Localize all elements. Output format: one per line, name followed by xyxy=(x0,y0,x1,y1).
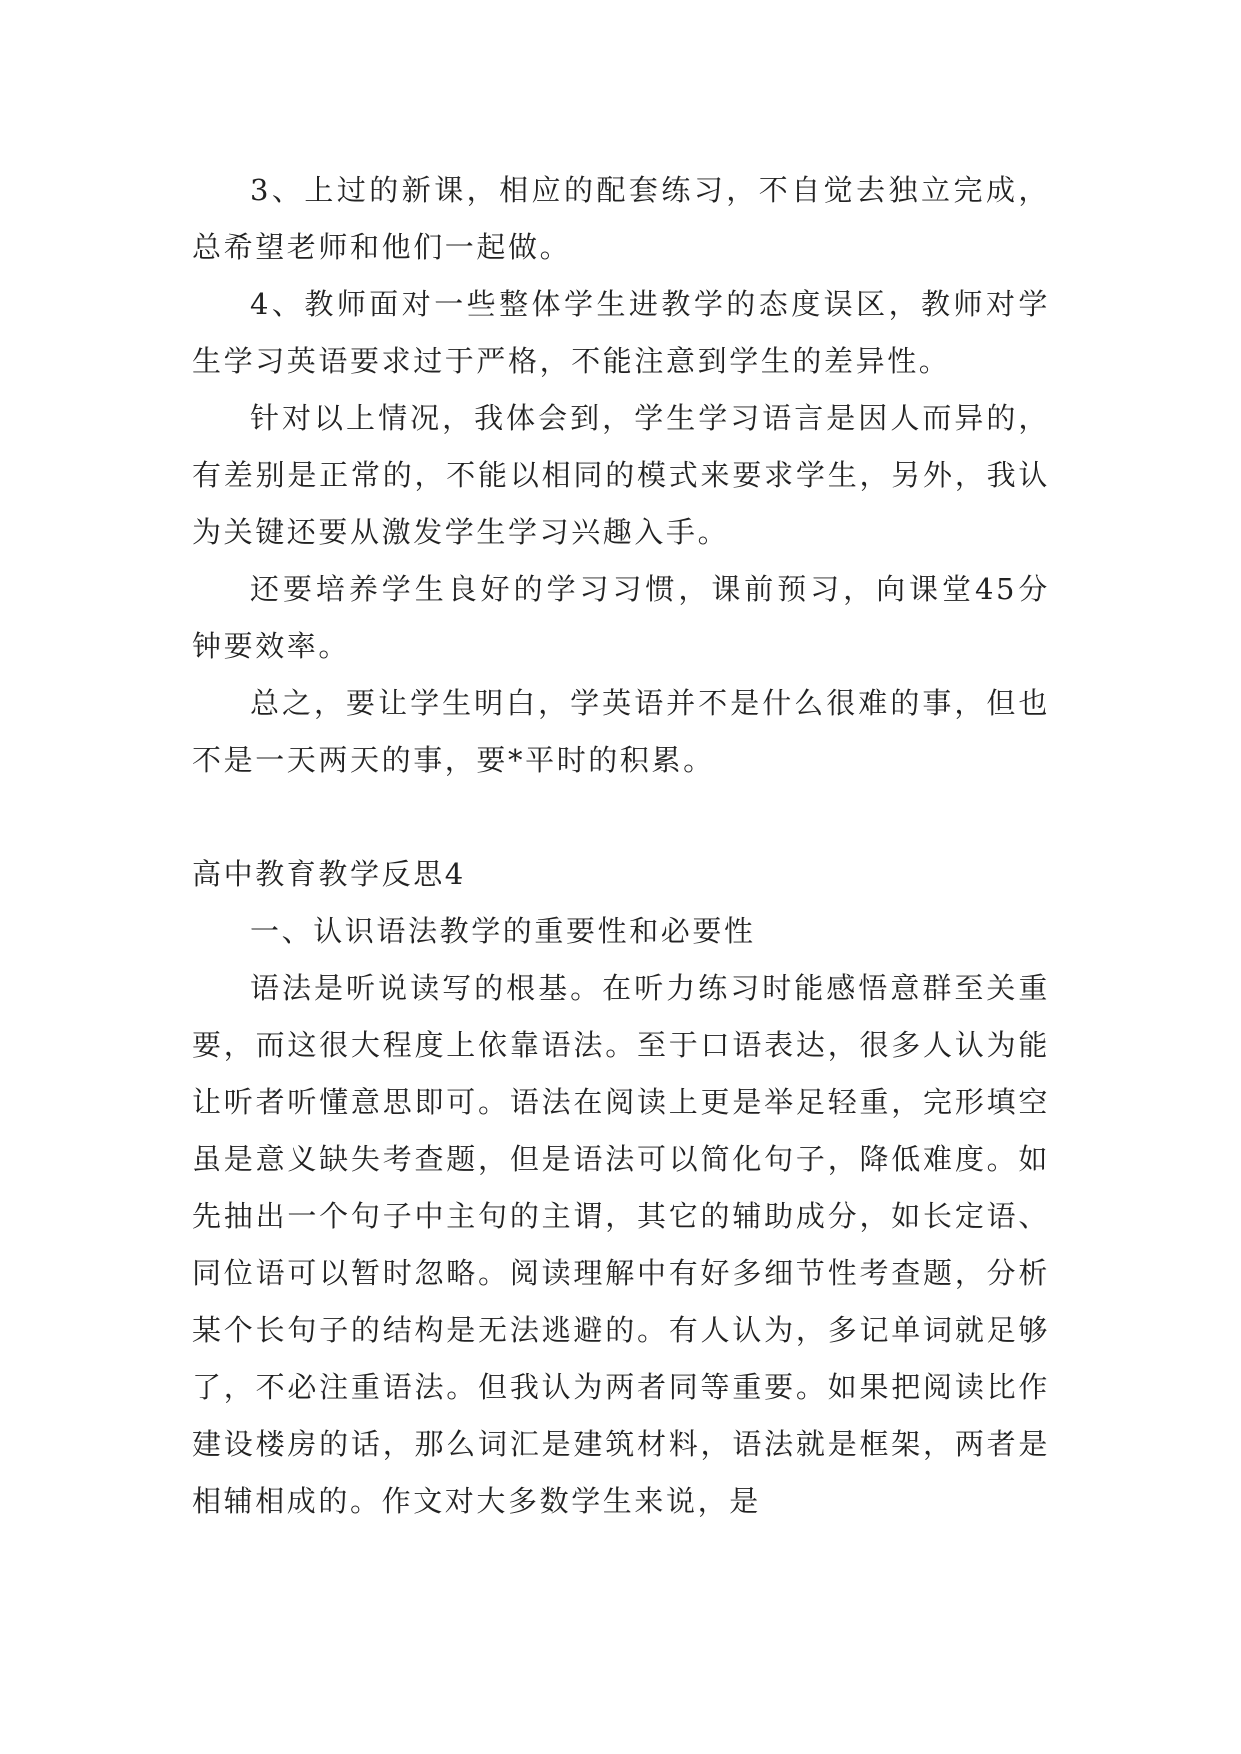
paragraph-situation: 针对以上情况，我体会到，学生学习语言是因人而异的，有差别是正常的，不能以相同的模式来要求学生，另外，我认为关键还要从激发学生学习兴趣入手。 xyxy=(192,401,1050,549)
paragraph-habits: 还要培养学生良好的学习习惯，课前预习，向课堂45分钟要效率。 xyxy=(192,572,1050,663)
paragraph-4: 4、教师面对一些整体学生进教学的态度误区，教师对学生学习英语要求过于严格，不能注意到学生的差异性。 xyxy=(192,287,1050,378)
paragraph-grammar: 语法是听说读写的根基。在听力练习时能感悟意群至关重要，而这很大程度上依靠语法。至于口语表达，很多人认为能让听者听懂意思即可。语法在阅读上更是举足轻重，完形填空虽是意义缺失考查题，但是语法可以简化句子，降低难度。如先抽出一个句子中主句的主谓，其它的辅助成分，如长定语、同位语可以暂时忽略。阅读理解中有好多细节性考查题，分析某个长句子的结构是无法逃避的。有人认为，多记单词就足够了，不必注重语法。但我认为两者同等重要。如果把阅读比作建设楼房的话，那么词汇是建筑材料，语法就是框架，两者是相辅相成的。作文对大多数学生来说，是 xyxy=(192,971,1050,1518)
paragraph-summary: 总之，要让学生明白，学英语并不是什么很难的事，但也不是一天两天的事，要*平时的积累。 xyxy=(192,686,1050,777)
paragraph-3: 3、上过的新课，相应的配套练习，不自觉去独立完成，总希望老师和他们一起做。 xyxy=(192,173,1050,264)
section-title: 高中教育教学反思4 xyxy=(192,857,466,891)
section-subheading: 一、认识语法教学的重要性和必要性 xyxy=(250,914,756,948)
document-page xyxy=(192,162,1050,1530)
